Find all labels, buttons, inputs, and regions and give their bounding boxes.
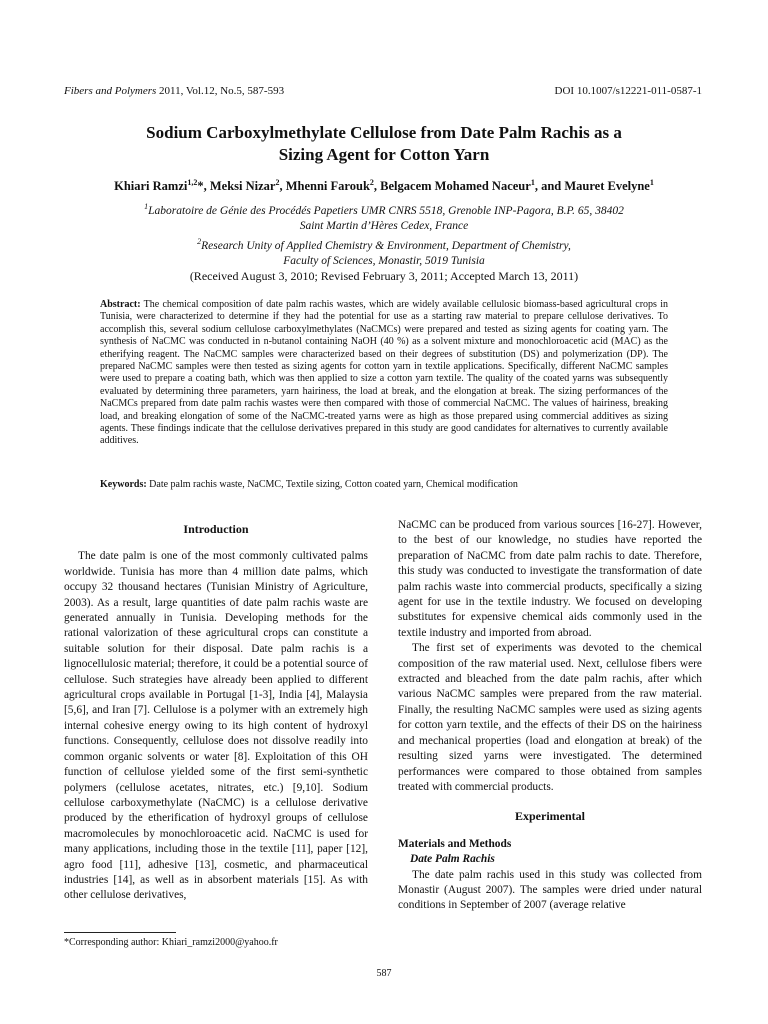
author-3: Mhenni Farouk$^2$, <box>285 178 381 194</box>
section-heading-introduction: Introduction <box>183 522 249 536</box>
author-5: Mauret Evelyne$^1$ <box>564 178 654 194</box>
affiliations <box>64 199 704 284</box>
intro-paragraph-2: The first set of experiments was devoted to the chemical composition of the raw material used. Next, cellulose fibers were extracted and bleached from the date palm rachis, after which various NaCMC samples were prepared from the raw material. Finally, the resulting NaCMC samples were used as sizing agents for cotton yarn textile, and the effects of their DS on the hairiness and mechanical properties (load and elongation at break) of the resulting sized yarns were investigated. The determined performances were compared to those obtained from samples treated with commercial products. <box>398 642 702 793</box>
abstract-text: The chemical composition of date palm rachis wastes, which are widely available cellulosic biomass-based agricultural crops in Tunisia, were characterized to determine if they had the potential for use as a starting raw material to prepare cellulose derivatives. To accomplish this, several sodium cellulose carboxylmethylates (NaCMCs) were prepared and tested as sizing agents for coating yarn. The synthesis of NaCMC was conducted in n-butanol containing NaOH (40 %) as a solvent mixture and monochloroacetic acid (MAC) as the etherifying reagent. The NaCMC samples were characterized based on their degrees of substitution (DS) and polymerization (DP). The prepared NaCMC samples were then tested as sizing agents for cotton yarn in textile applications. Specifically, different NaCMC samples were used to prepare a coating bath, which was then applied to size a cotton yarn textile. The quality of the coated yarns was subsequently evaluated by determining three parameters, yarn hairiness, the load at break, and the elongation at break. The sizing performances of the NaCMCs prepared from date palm rachis wastes were then compared with those of commercial NaCMC. The values of hairiness, breaking load, and breaking elongation of some of the NaCMC-treated yarns were as high as those prepared using commercial additives as sizing agents. These findings indicate that the cellulose derivatives prepared in this study are good candidates for alternatives to currently available additives. <box>100 299 668 447</box>
author-list <box>64 178 704 194</box>
intro-paragraph-1-cont: NaCMC can be produced from various sources [16-27]. However, to the best of our knowledge, no studies have reported the preparation of NaCMC from date palm rachis to date. Therefore, this study was conducted to investigate the transformation of date palm rachis waste into commercial products, specifically a sizing agent for use in the textile industry. We focused on developing substitutes for expensive chemical aids commonly used in the textile industry and imported from abroad. <box>398 519 702 639</box>
footnote-rule <box>64 932 176 933</box>
abstract <box>100 299 668 448</box>
affiliation-1-cont: Saint Martin d’Hères Cedex, France <box>299 219 469 232</box>
experimental-paragraph-1: The date palm rachis used in this study was collected from Monastir (August 2007). The samples were dried under natural conditions in September of 2007 (average relative <box>398 868 702 912</box>
subheading-materials-methods: Materials and Methods <box>398 837 512 850</box>
section-heading-experimental: Experimental <box>515 809 585 824</box>
intro-paragraph-1: The date palm is one of the most commonly cultivated palms worldwide. Tunisia has more than 4 million date palms, which occupy 32 thousand hectares (Tunisian Ministry of Agriculture, 2003). As a result, large quantities of date palm rachis waste are generated annually in Tunisia. Developing methods for the rational valorization of these agricultural crops can constitute a suitable solution for their disposal. Date palm rachis is a lignocellulosic material; therefore, it could be a potential source of cellulose. Such strategies have already been applied to different agricultural crops available in Portugal [1-3], India [4], Malaysia [5,6], and Iran [7]. Cellulose is a polymer with an extremely high internal cohesive energy owing to its high content of hydroxyl functions. Consequently, cellulose does not dissolve readily into common organic solvents or water [8]. Exploitation of this OH function of cellulose yielded some of the first semi-synthetic polymers (cellulose acetates, nitrates, etc.) [9,10]. Sodium cellulose carboxymethylate (NaCMC) is a cellulose derivative produced by the etherification of hydroxyl groups of cellulose macromolecules by monochloroacetic acid. NaCMC is used for many applications, including those in the textile [11], paper [12], agro food [11], adhesive [13], cosmetic, and pharmaceutical industries [14], as well as in absorbent materials [15]. As with other cellulose derivatives, <box>64 550 368 902</box>
subheading-date-palm-rachis: Date Palm Rachis <box>410 853 495 866</box>
title-line-2: Sizing Agent for Cotton Yarn <box>278 145 490 164</box>
journal-citation <box>64 85 284 97</box>
journal-name: Fibers and Polymers <box>64 85 157 97</box>
abstract-label: Abstract: <box>100 299 141 310</box>
doi: DOI 10.1007/s12221-011-0587-1 <box>554 85 702 97</box>
title-line-1: Sodium Carboxylmethylate Cellulose from Date Palm Rachis as a <box>146 123 622 142</box>
left-column <box>64 518 368 904</box>
right-column <box>398 518 702 914</box>
author-1: Khiari Ramzi$^{1,2}$*, <box>114 178 210 194</box>
keywords-label: Keywords: <box>100 479 147 490</box>
author-2: Meksi Nizar$^2$, <box>209 178 286 194</box>
affiliation-1: $^1$Laboratoire de Génie des Procédés Papetiers UMR CNRS 5518, Grenoble INP-Pagora, B.P. 65, 38402 <box>144 202 624 217</box>
received-dates: (Received August 3, 2010; Revised February 3, 2011; Accepted March 13, 2011) <box>189 268 579 283</box>
corresponding-author-footnote: *Corresponding author: Khiari_ramzi2000@yahoo.fr <box>64 937 278 948</box>
keywords <box>100 479 668 490</box>
author-4: Belgacem Mohamed Naceur$^1$, and <box>380 178 565 194</box>
paper-title <box>64 122 704 166</box>
affiliation-2: $^2$Research Unity of Applied Chemistry & Environment, Department of Chemistry, <box>197 236 571 252</box>
page-number: 587 <box>376 968 392 979</box>
affiliation-2-cont: Faculty of Sciences, Monastir, 5019 Tunisia <box>283 254 485 267</box>
keywords-text: Date palm rachis waste, NaCMC, Textile sizing, Cotton coated yarn, Chemical modification <box>146 479 518 490</box>
citation-details: 2011, Vol.12, No.5, 587-593 <box>156 85 285 97</box>
